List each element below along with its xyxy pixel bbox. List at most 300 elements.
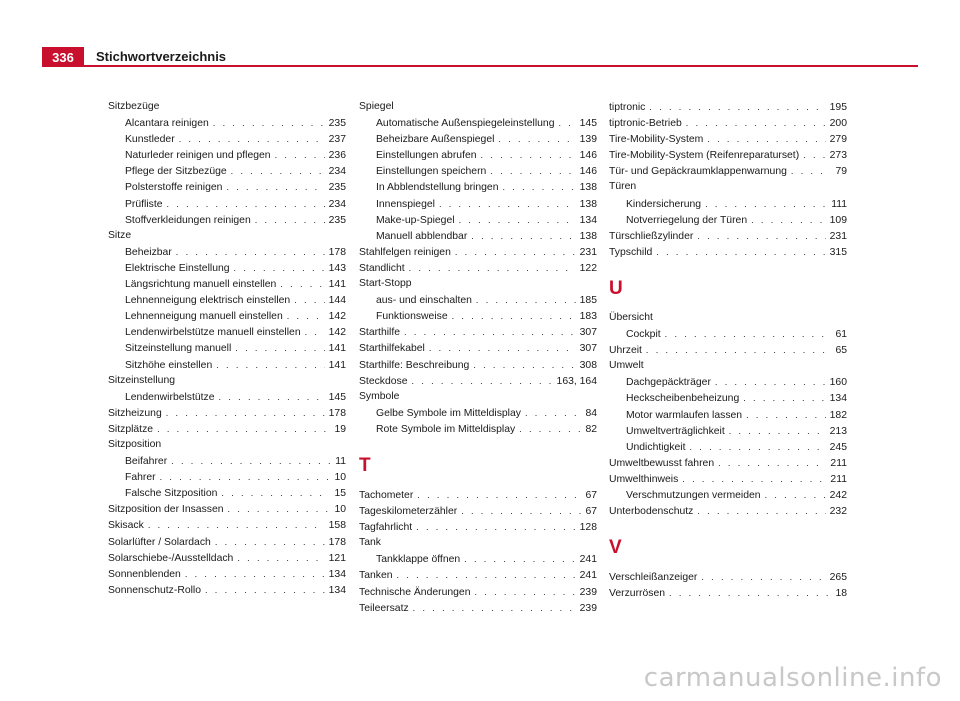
entry-label: Tire-Mobility-System	[609, 134, 704, 146]
entry-label: tiptronic	[609, 102, 646, 113]
dot-leader	[148, 517, 325, 533]
page-number-tab	[42, 47, 84, 67]
index-entry	[609, 310, 847, 326]
page-reference: 178	[328, 407, 346, 419]
entry-label: Tank	[359, 537, 381, 549]
page-reference: 10	[334, 504, 346, 516]
index-subentry	[108, 276, 346, 292]
page-reference: 142	[328, 311, 346, 323]
entry-label: Tachometer	[359, 489, 414, 501]
entry-label: Falsche Sitzposition	[125, 488, 218, 500]
index-subentry	[359, 179, 597, 195]
dot-leader	[167, 196, 325, 212]
dot-leader	[176, 244, 325, 260]
entry-label: Cockpit	[626, 329, 661, 341]
index-entry	[609, 179, 847, 195]
entry-label: Verzurrösen	[609, 588, 666, 600]
entry-label: Sitzplätze	[108, 423, 154, 435]
dot-leader	[185, 566, 325, 582]
entry-label: Heckscheibenbeheizung	[626, 393, 740, 405]
index-subentry	[359, 551, 597, 567]
index-letter-heading: T	[359, 454, 371, 476]
index-subentry	[359, 212, 597, 228]
page-reference: 211	[830, 457, 847, 469]
entry-label: Polsterstoffe reinigen	[125, 182, 223, 194]
dot-leader	[179, 131, 325, 147]
entry-label: tiptronic-Betrieb	[609, 118, 682, 130]
entry-label: Tire-Mobility-System (Reifenreparaturset)	[609, 150, 800, 162]
dot-leader	[791, 163, 832, 179]
page-reference: 273	[829, 150, 847, 162]
index-subentry	[359, 405, 597, 421]
index-entry	[609, 228, 847, 244]
index-entry	[108, 228, 346, 244]
dot-leader	[412, 373, 553, 389]
page-reference: 10	[334, 472, 346, 484]
page-reference: 241	[579, 570, 597, 582]
page-reference: 307	[579, 327, 597, 339]
index-subentry	[108, 147, 346, 163]
page-reference: 158	[328, 520, 346, 532]
dot-leader	[305, 324, 325, 340]
dot-leader	[498, 131, 575, 147]
dot-leader	[743, 390, 825, 406]
entry-label: Umweltverträglichkeit	[626, 425, 725, 437]
page-reference: 211	[830, 473, 847, 485]
page-reference: 178	[328, 246, 346, 258]
entry-label: Sitzposition der Insassen	[108, 504, 224, 516]
page-reference: 18	[835, 588, 847, 600]
index-entry	[609, 503, 847, 519]
dot-leader	[439, 196, 576, 212]
entry-label: Symbole	[359, 390, 400, 402]
entry-label: Türen	[609, 181, 637, 193]
dot-leader	[416, 519, 576, 535]
dot-leader	[459, 212, 576, 228]
page-reference: 134	[328, 568, 346, 580]
index-subentry	[359, 115, 597, 131]
entry-label: Starthilfe: Beschreibung	[359, 359, 470, 371]
index-subentry	[108, 324, 346, 340]
page-reference: 11	[335, 456, 346, 468]
entry-label: Typschild	[609, 246, 653, 258]
entry-label: Solarschiebe-/Ausstelldach	[108, 552, 234, 564]
index-entry	[359, 584, 597, 600]
page-reference: 163, 164	[556, 375, 597, 387]
entry-label: Lehnenneigung elektrisch einstellen	[125, 295, 291, 307]
index-subentry	[108, 244, 346, 260]
page-reference: 307	[579, 343, 597, 355]
entry-label: Tagfahrlicht	[359, 522, 413, 534]
dot-leader	[682, 471, 826, 487]
dot-leader	[404, 324, 576, 340]
index-entry	[108, 501, 346, 517]
dot-leader	[686, 115, 826, 131]
page-reference: 234	[328, 166, 346, 178]
page-reference: 141	[328, 359, 346, 371]
index-column-2	[359, 99, 597, 616]
page-reference: 234	[328, 198, 346, 210]
entry-label: Sitze	[108, 229, 132, 241]
dot-leader	[646, 342, 832, 358]
dot-leader	[765, 487, 826, 503]
dot-leader	[205, 582, 325, 598]
page-reference: 237	[328, 134, 346, 146]
index-entry	[359, 389, 597, 405]
entry-label: Sitzeinstellung manuell	[125, 343, 232, 355]
dot-leader	[215, 534, 325, 550]
dot-leader	[417, 487, 581, 503]
index-entry	[108, 437, 346, 453]
index-subentry	[609, 374, 847, 390]
entry-label: Übersicht	[609, 311, 653, 323]
index-entry	[609, 163, 847, 179]
dot-leader	[649, 99, 825, 115]
index-entry	[108, 566, 346, 582]
dot-leader	[166, 405, 325, 421]
entry-label: Sitzeinstellung	[108, 374, 176, 386]
page-reference: 134	[579, 214, 597, 226]
entry-label: Tageskilometerzähler	[359, 506, 458, 518]
entry-label: Tanken	[359, 570, 393, 582]
entry-label: Sonnenblenden	[108, 568, 181, 580]
index-entry	[359, 324, 597, 340]
dot-leader	[690, 439, 826, 455]
index-entry	[609, 342, 847, 358]
index-entry	[609, 115, 847, 131]
page-reference: 138	[579, 182, 597, 194]
dot-leader	[519, 421, 581, 437]
dot-leader	[701, 569, 825, 585]
dot-leader	[718, 455, 826, 471]
index-entry	[359, 276, 597, 292]
entry-label: Steckdose	[359, 375, 408, 387]
index-entry	[359, 340, 597, 356]
entry-label: Innenspiegel	[376, 198, 435, 210]
entry-label: aus- und einschalten	[376, 295, 472, 307]
page-reference: 121	[328, 552, 346, 564]
page-reference: 213	[829, 425, 847, 437]
dot-leader	[413, 600, 576, 616]
index-entry	[609, 569, 847, 585]
index-subentry	[359, 163, 597, 179]
entry-label: Prüfliste	[125, 198, 163, 210]
entry-label: Stahlfelgen reinigen	[359, 246, 451, 258]
index-entry	[108, 99, 346, 115]
page-reference: 138	[579, 230, 597, 242]
entry-label: Motor warmlaufen lassen	[626, 409, 743, 421]
page-reference: 245	[829, 441, 847, 453]
dot-leader	[452, 308, 576, 324]
entry-label: Tankklappe öffnen	[376, 554, 461, 566]
index-subentry	[108, 179, 346, 195]
page-reference: 235	[328, 118, 346, 130]
entry-label: Standlicht	[359, 262, 405, 274]
dot-leader	[525, 405, 581, 421]
index-column-1	[108, 99, 346, 598]
page-reference: 67	[585, 506, 597, 518]
index-subentry	[108, 212, 346, 228]
index-entry	[609, 244, 847, 260]
entry-label: Sonnenschutz-Rollo	[108, 584, 201, 596]
index-subentry	[108, 340, 346, 356]
entry-label: Beheizbare Außenspiegel	[376, 134, 495, 146]
entry-label: Einstellungen abrufen	[376, 150, 477, 162]
entry-label: Starthilfe	[359, 327, 401, 339]
index-subentry	[359, 421, 597, 437]
dot-leader	[697, 503, 825, 519]
header-rule	[42, 65, 918, 67]
index-letter-heading: U	[609, 277, 623, 299]
page-reference: 178	[328, 536, 346, 548]
page-reference: 84	[585, 407, 597, 419]
page-reference: 111	[831, 198, 847, 210]
page-reference: 239	[579, 602, 597, 614]
entry-label: Spiegel	[359, 101, 394, 112]
entry-label: Sitzheizung	[108, 407, 162, 419]
entry-label: In Abblendstellung bringen	[376, 182, 499, 194]
index-subentry	[108, 389, 346, 405]
index-letter-heading: V	[609, 537, 622, 559]
dot-leader	[455, 244, 576, 260]
dot-leader	[216, 357, 324, 373]
index-subentry	[108, 196, 346, 212]
dot-leader	[275, 147, 325, 163]
entry-label: Dachgepäckträger	[626, 377, 711, 389]
page-reference: 109	[829, 214, 847, 226]
dot-leader	[461, 503, 581, 519]
index-subentry	[609, 212, 847, 228]
page-reference: 231	[579, 246, 597, 258]
index-entry	[108, 421, 346, 437]
page-reference: 308	[579, 359, 597, 371]
index-entry	[359, 373, 597, 389]
dot-leader	[476, 292, 576, 308]
entry-label: Starthilfekabel	[359, 343, 425, 355]
page-reference: 239	[579, 586, 597, 598]
page-reference: 122	[579, 262, 597, 274]
dot-leader	[490, 163, 575, 179]
dot-leader	[473, 357, 575, 373]
page-reference: 200	[829, 118, 847, 130]
dot-leader	[502, 179, 575, 195]
entry-label: Stoffverkleidungen reinigen	[125, 214, 251, 226]
index-entry	[359, 519, 597, 535]
dot-leader	[171, 453, 331, 469]
index-entry	[359, 487, 597, 503]
dot-leader	[160, 469, 331, 485]
page-reference: 195	[829, 102, 847, 113]
entry-label: Start-Stopp	[359, 278, 412, 290]
dot-leader	[429, 340, 576, 356]
page-reference: 146	[579, 150, 597, 162]
entry-label: Unterbodenschutz	[609, 506, 694, 518]
dot-leader	[219, 389, 325, 405]
page-reference: 185	[579, 295, 597, 307]
dot-leader	[397, 567, 576, 583]
page-reference: 134	[328, 584, 346, 596]
page-reference: 145	[328, 391, 346, 403]
index-entry	[359, 260, 597, 276]
entry-label: Kindersicherung	[626, 198, 702, 210]
dot-leader	[729, 423, 826, 439]
entry-label: Solarlüfter / Solardach	[108, 536, 211, 548]
entry-label: Elektrische Einstellung	[125, 262, 230, 274]
index-entry	[609, 99, 847, 115]
section-title: Stichwortverzeichnis	[96, 49, 227, 64]
page-reference: 128	[579, 522, 597, 534]
dot-leader	[280, 276, 324, 292]
dot-leader	[751, 212, 826, 228]
index-entry	[108, 373, 346, 389]
entry-label: Technische Änderungen	[359, 586, 471, 598]
entry-label: Undichtigkeit	[626, 441, 686, 453]
dot-leader	[157, 421, 330, 437]
dot-leader	[803, 147, 825, 163]
index-entry	[108, 405, 346, 421]
entry-label: Alcantara reinigen	[125, 118, 209, 130]
page-reference: 279	[829, 134, 847, 146]
page-reference: 265	[829, 572, 847, 584]
page-reference: 82	[585, 423, 597, 435]
dot-leader	[705, 196, 827, 212]
index-subentry	[108, 131, 346, 147]
index-subentry	[108, 485, 346, 501]
entry-label: Teileersatz	[359, 602, 409, 614]
entry-label: Sitzposition	[108, 438, 162, 450]
index-subentry	[108, 357, 346, 373]
page-reference: 142	[328, 327, 346, 339]
index-entry	[108, 534, 346, 550]
index-subentry	[108, 115, 346, 131]
entry-label: Pflege der Sitzbezüge	[125, 166, 227, 178]
page-reference: 241	[579, 554, 597, 566]
index-subentry	[359, 292, 597, 308]
dot-leader	[294, 292, 324, 308]
dot-leader	[475, 584, 576, 600]
page-reference: 145	[579, 118, 597, 130]
dot-leader	[255, 212, 325, 228]
page-reference: 146	[579, 166, 597, 178]
dot-leader	[697, 228, 825, 244]
index-subentry	[609, 196, 847, 212]
index-entry	[609, 358, 847, 374]
dot-leader	[669, 585, 831, 601]
index-entry	[359, 99, 597, 115]
entry-label: Verschleißanzeiger	[609, 572, 698, 584]
dot-leader	[235, 340, 324, 356]
page-reference: 79	[835, 166, 847, 178]
entry-label: Uhrzeit	[609, 345, 642, 357]
index-subentry	[609, 326, 847, 342]
index-entry	[609, 455, 847, 471]
page-reference: 315	[829, 246, 847, 258]
entry-label: Umweltbewusst fahren	[609, 457, 715, 469]
page-reference: 141	[328, 279, 346, 291]
index-subentry	[108, 308, 346, 324]
index-entry	[359, 567, 597, 583]
dot-leader	[707, 131, 825, 147]
dot-leader	[665, 326, 832, 342]
index-subentry	[609, 487, 847, 503]
index-entry	[359, 535, 597, 551]
page-reference: 231	[829, 230, 847, 242]
page-reference: 235	[328, 214, 346, 226]
page-reference: 67	[585, 489, 597, 501]
watermark: carmanualsonline.info	[643, 663, 942, 693]
index-entry	[359, 244, 597, 260]
entry-label: Beifahrer	[125, 456, 168, 468]
dot-leader	[464, 551, 576, 567]
entry-label: Automatische Außenspiegeleinstellung	[376, 118, 555, 130]
index-column-3	[609, 99, 847, 601]
index-subentry	[108, 453, 346, 469]
dot-leader	[471, 228, 575, 244]
index-subentry	[609, 423, 847, 439]
dot-leader	[287, 308, 325, 324]
entry-label: Naturleder reinigen und pflegen	[125, 150, 271, 162]
dot-leader	[221, 485, 330, 501]
index-subentry	[108, 292, 346, 308]
entry-label: Türschließzylinder	[609, 230, 694, 242]
entry-label: Tür- und Gepäckraumklappenwarnung	[609, 166, 787, 178]
index-subentry	[359, 131, 597, 147]
page-reference: 141	[328, 343, 346, 355]
entry-label: Verschmutzungen vermeiden	[626, 489, 761, 501]
page-reference: 143	[328, 262, 346, 274]
entry-label: Notverriegelung der Türen	[626, 214, 748, 226]
index-entry	[609, 585, 847, 601]
entry-label: Längsrichtung manuell einstellen	[125, 279, 277, 291]
entry-label: Manuell abblendbar	[376, 230, 468, 242]
entry-label: Beheizbar	[125, 246, 172, 258]
entry-label: Lendenwirbelstütze manuell einstellen	[125, 327, 301, 339]
page-reference: 160	[829, 377, 847, 389]
index-subentry	[609, 439, 847, 455]
page-reference: 61	[835, 329, 847, 341]
dot-leader	[213, 115, 325, 131]
page-reference: 139	[579, 134, 597, 146]
index-entry	[609, 147, 847, 163]
entry-label: Rote Symbole im Mitteldisplay	[376, 423, 516, 435]
index-entry	[609, 131, 847, 147]
index-subentry	[108, 260, 346, 276]
index-subentry	[108, 163, 346, 179]
dot-leader	[656, 244, 825, 260]
dot-leader	[746, 407, 826, 423]
entry-label: Skisack	[108, 520, 144, 532]
index-entry	[108, 517, 346, 533]
index-subentry	[359, 228, 597, 244]
dot-leader	[237, 550, 324, 566]
page-reference: 15	[334, 488, 346, 500]
index-entry	[359, 600, 597, 616]
page-reference: 65	[835, 345, 847, 357]
entry-label: Make-up-Spiegel	[376, 214, 455, 226]
page-reference: 138	[579, 198, 597, 210]
index-entry	[108, 582, 346, 598]
entry-label: Sitzhöhe einstellen	[125, 359, 213, 371]
dot-leader	[481, 147, 576, 163]
index-subentry	[359, 308, 597, 324]
entry-label: Einstellungen speichern	[376, 166, 487, 178]
page-reference: 183	[579, 311, 597, 323]
entry-label: Gelbe Symbole im Mitteldisplay	[376, 407, 521, 419]
page-reference: 182	[829, 409, 847, 421]
page-reference: 232	[829, 506, 847, 518]
index-entry	[359, 357, 597, 373]
dot-leader	[228, 501, 331, 517]
